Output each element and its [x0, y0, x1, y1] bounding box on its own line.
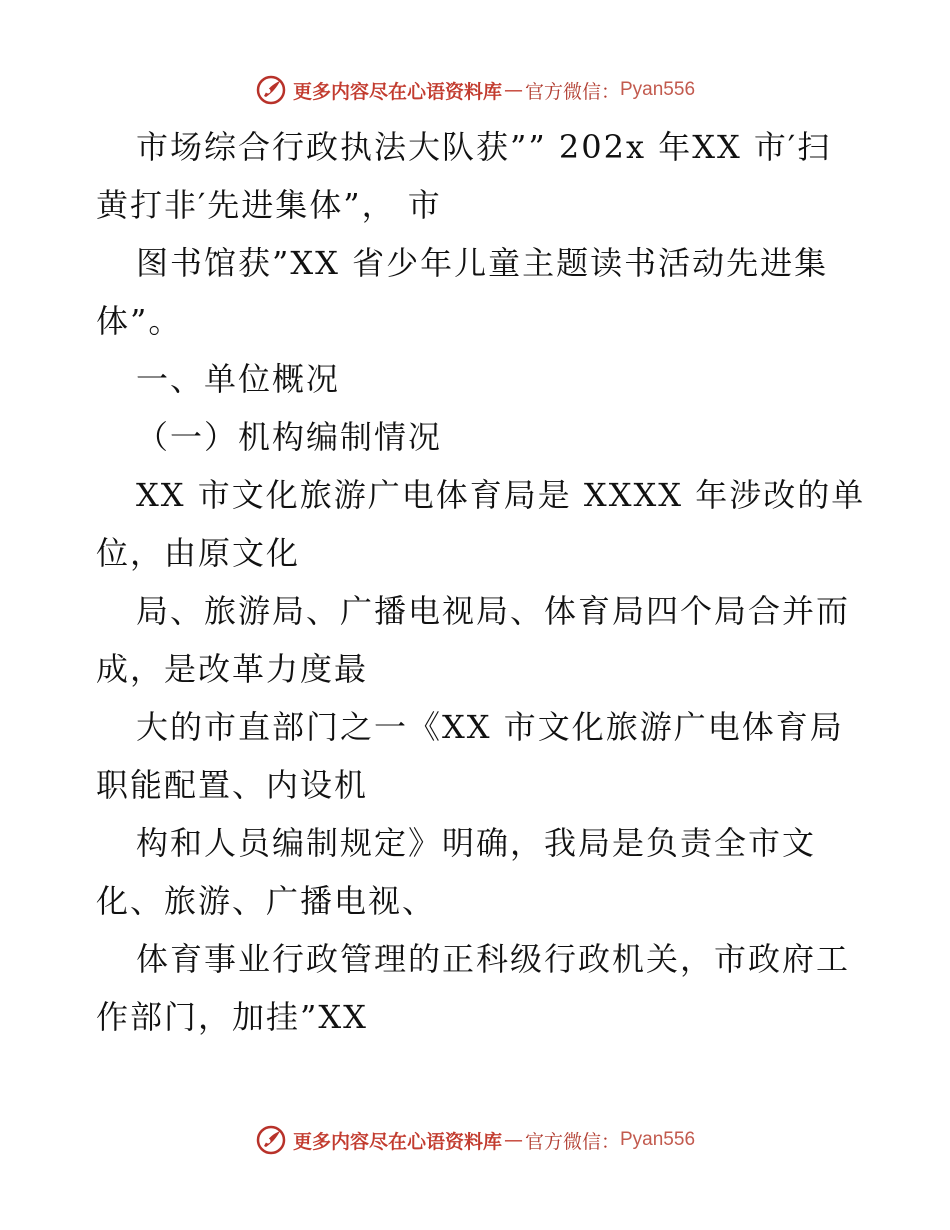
watermark-dash: —: [503, 79, 523, 101]
text-line: 化、旅游、广播电视、: [96, 882, 437, 920]
text-line: 职能配置、内设机: [96, 766, 369, 804]
watermark-wechat-id: Pyan556: [620, 79, 696, 100]
header-watermark: [0, 70, 950, 110]
watermark-text: 更多内容尽在心语资料库: [292, 80, 502, 103]
watermark-wechat-label: 官方微信：: [524, 1130, 620, 1153]
text-line: 黄打非′先进集体”， 市: [96, 186, 442, 224]
quill-logo-icon: [255, 74, 287, 106]
text-line: 位，由原文化: [96, 534, 301, 572]
text-line: 体育事业行政管理的正科级行政机关，市政府工: [136, 940, 851, 978]
text-line: 大的市直部门之一《XX 市文化旅游广电体育局: [136, 708, 844, 746]
text-line: 构和人员编制规定》明确，我局是负责全市文: [136, 824, 817, 862]
text-line: XX 市文化旅游广电体育局是 XXXX 年涉改的单: [136, 476, 866, 514]
text-line: 体”。: [96, 302, 183, 340]
subsection-heading: （一）机构编制情况: [136, 418, 443, 456]
text-line: 市场综合行政执法大队获”” 202x 年XX 市′扫: [136, 128, 832, 166]
text-line: 作部门，加挂”XX: [96, 998, 368, 1036]
section-heading: 一、单位概况: [136, 360, 341, 398]
quill-logo-icon: [255, 1124, 287, 1156]
watermark-dash: —: [503, 1129, 523, 1151]
text-line: 局、旅游局、广播电视局、体育局四个局合并而: [136, 592, 851, 630]
watermark-wechat-id: Pyan556: [620, 1129, 696, 1150]
footer-watermark: [0, 1120, 950, 1160]
document-body: [96, 118, 866, 1046]
watermark-wechat-label: 官方微信：: [524, 80, 620, 103]
text-line: 成，是改革力度最: [96, 650, 369, 688]
watermark-text: 更多内容尽在心语资料库: [292, 1130, 502, 1153]
text-line: 图书馆获”XX 省少年儿童主题读书活动先进集: [136, 244, 829, 282]
